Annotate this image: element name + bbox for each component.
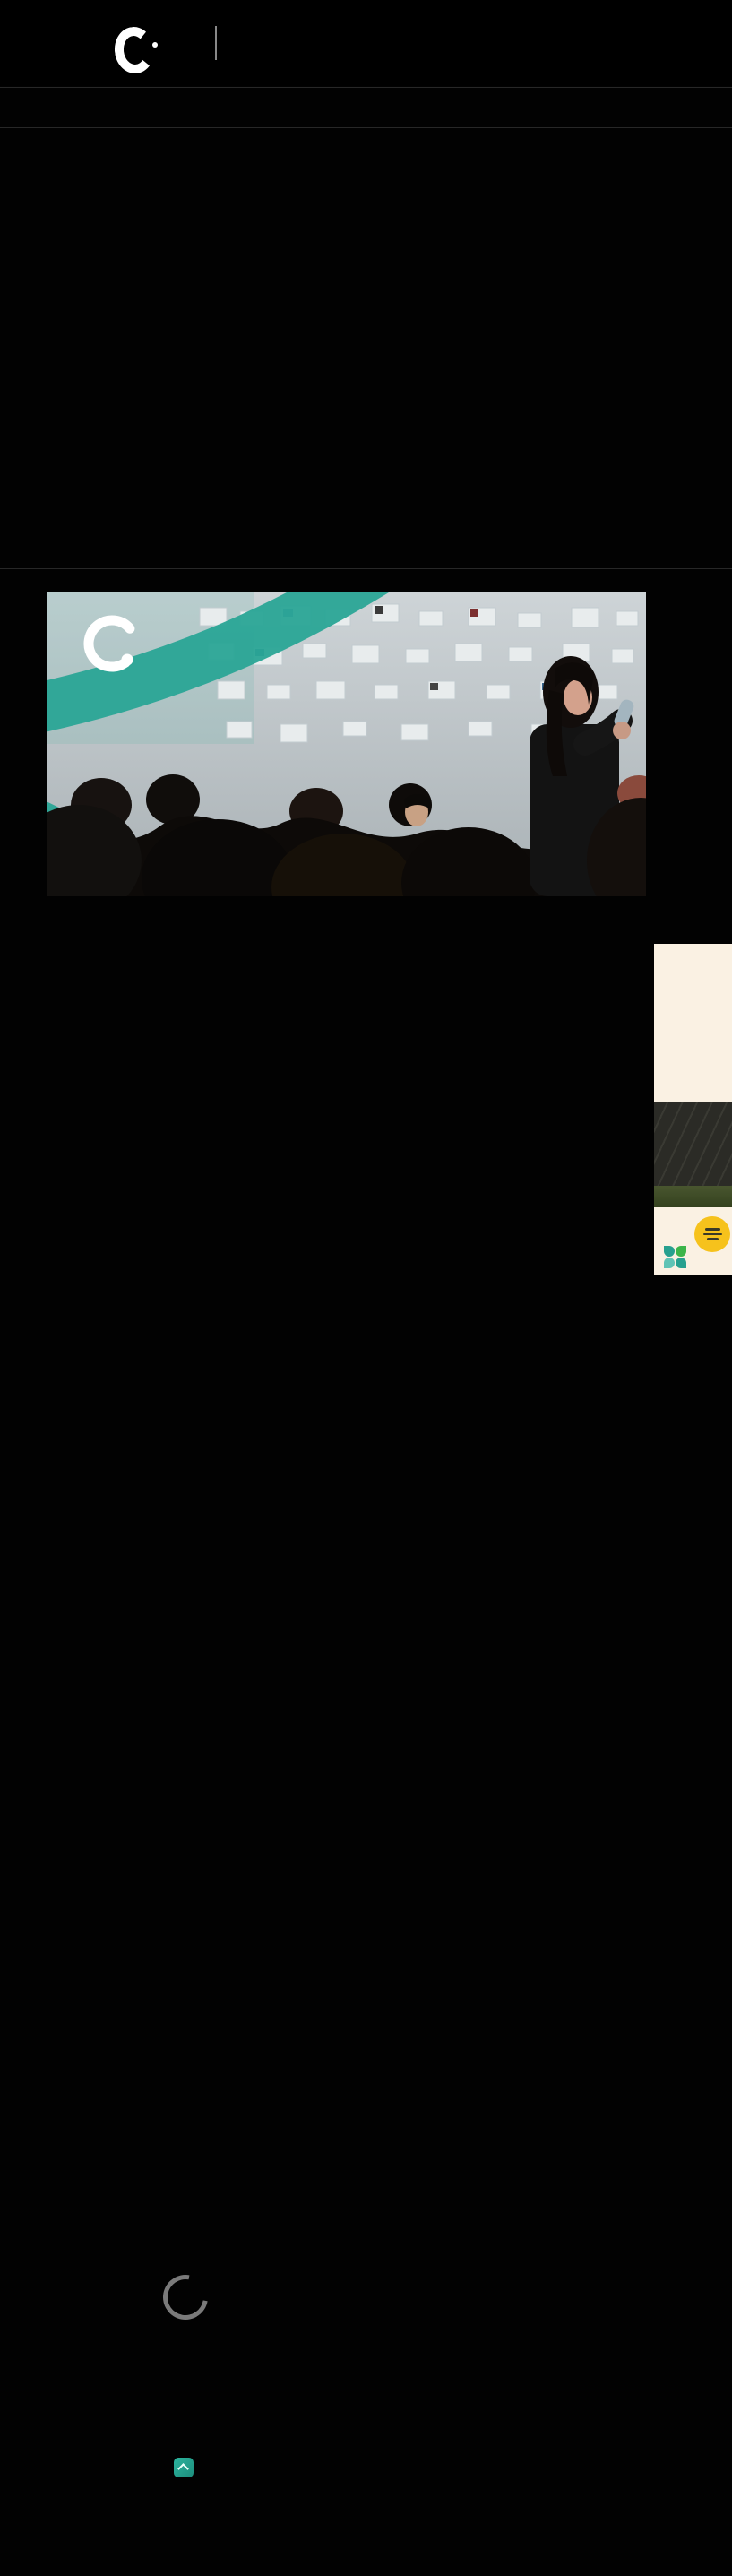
divider-top bbox=[0, 87, 732, 88]
logo-c-icon bbox=[112, 25, 156, 75]
ad-banner[interactable] bbox=[654, 944, 732, 1275]
seminar-photo-illustration bbox=[47, 592, 646, 896]
loading-spinner-icon bbox=[154, 2266, 217, 2329]
ad-cta-button[interactable] bbox=[694, 1216, 730, 1252]
divider-article bbox=[0, 568, 732, 569]
logo-i-dot-icon bbox=[152, 42, 158, 48]
teal-badge-button[interactable] bbox=[174, 2458, 194, 2477]
article-photo bbox=[47, 592, 646, 896]
ad-advertiser-logo-icon bbox=[663, 1245, 688, 1270]
site-header bbox=[0, 0, 732, 86]
ad-photo-solar-panels bbox=[654, 1102, 732, 1207]
nav bbox=[2, 93, 732, 118]
header-divider bbox=[215, 26, 217, 60]
divider-nav bbox=[0, 127, 732, 128]
